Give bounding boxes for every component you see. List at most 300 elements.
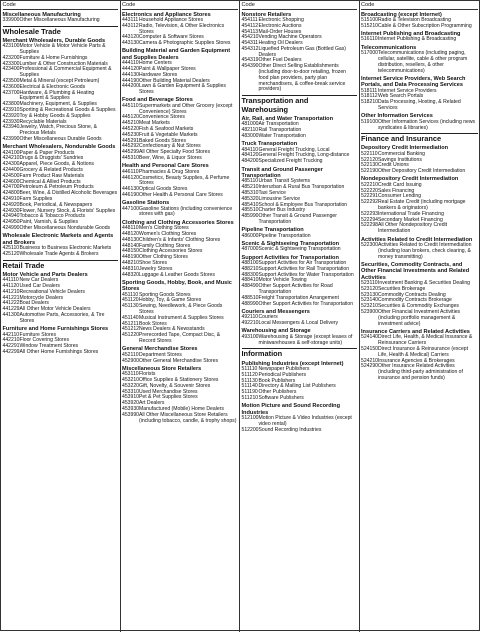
entry-code: 443130 xyxy=(122,40,139,47)
entry-code: 488510 xyxy=(241,294,259,301)
entry-description: School & Employee Bus Transportation xyxy=(258,201,348,208)
entry-code: 453310 xyxy=(122,388,139,395)
entry-code: 423700 xyxy=(2,89,20,96)
entry-description: Children's & Infants' Clothing Stores xyxy=(139,236,221,243)
entry-code: 447100 xyxy=(122,205,139,212)
entry-description: Secondary Market Financing xyxy=(378,216,443,223)
entry-description: Other Miscellaneous Manufacturing xyxy=(19,16,100,23)
entry-description: All Other Motor Vehicle Dealers xyxy=(19,306,91,313)
entry-code: 423400 xyxy=(2,66,20,73)
code-entry xyxy=(242,64,358,93)
entry-code: 518111 xyxy=(361,87,378,94)
entry-code: 424940 xyxy=(2,213,20,220)
entry-code: 484110 xyxy=(241,146,259,153)
entry-code: 512100 xyxy=(241,415,259,422)
entry-code: 451211 xyxy=(122,320,139,327)
entry-code: 444120 xyxy=(122,66,139,72)
subsector-heading: Warehousing and Storage xyxy=(241,328,311,335)
code-entry xyxy=(3,350,119,356)
code-entry xyxy=(361,37,478,43)
entry-code: 423920 xyxy=(2,112,20,119)
entry-code: 425110 xyxy=(2,245,20,252)
column-header: Code xyxy=(3,2,119,10)
entry-description: Motorcycle Dealers xyxy=(19,294,64,301)
entry-code: 444190 xyxy=(122,77,139,84)
entry-description: New Car Dealers xyxy=(19,277,59,284)
entry-description: Freight Transportation Arrangement xyxy=(258,294,339,301)
entry-description: Drugs & Druggists' Sundries xyxy=(19,155,84,162)
entry-code: 453210 xyxy=(122,377,139,384)
entry-code: 445110 xyxy=(122,102,139,109)
entry-code: 481000 xyxy=(241,121,259,128)
entry-code: 524150 xyxy=(361,345,378,352)
entry-description: Sporting & Recreational Goods & Supplies xyxy=(19,106,116,113)
entry-code: 484120 xyxy=(241,152,259,159)
entry-code: 454111 xyxy=(241,16,258,23)
code-entry xyxy=(3,252,119,258)
subsector-heading: Telecommunications xyxy=(361,44,417,51)
entry-description: Machinery, Equipment, & Supplies xyxy=(19,101,97,108)
entry-code: 511210 xyxy=(241,394,259,401)
entry-description: Consumer Lending xyxy=(378,193,422,200)
code-entry xyxy=(242,321,358,327)
entry-description: International Trade Financing xyxy=(378,210,444,217)
subsector-heading: Merchant Wholesalers, Durable Goods xyxy=(2,37,106,44)
entry-description: Activities Related to Credit Intermediation (including loan brokers, check clearing, & money transmitting) xyxy=(378,241,472,260)
entry-description: Other Miscellaneous Durable Goods xyxy=(19,135,102,142)
entry-description: Fish & Seafood Markets xyxy=(139,126,194,133)
entry-code: 452900 xyxy=(122,357,139,364)
entry-code: 453930 xyxy=(122,406,139,412)
entry-description: Flower, Nursery Stock, & Florists' Supplies xyxy=(19,207,116,214)
entry-code: 485410 xyxy=(241,201,259,208)
sector-heading: Information xyxy=(242,348,358,359)
entry-code: 448140 xyxy=(122,242,139,249)
entry-description: Commodity Contracts Dealing xyxy=(378,291,446,298)
code-entry xyxy=(122,41,238,47)
entry-code: 523120 xyxy=(361,285,378,292)
entry-description: Directory & Mailing List Publishers xyxy=(258,383,336,390)
entry-description: All Other Miscellaneous Store Retailers (including tobacco, candle, & trophy shops) xyxy=(139,411,237,424)
entry-code: 442299 xyxy=(2,348,20,355)
entry-code: 442210 xyxy=(2,337,20,344)
entry-description: Rail Transportation xyxy=(258,127,302,134)
entry-description: Taxi Service xyxy=(258,189,286,196)
entry-description: Farm Supplies xyxy=(19,196,53,203)
entry-code: 488100 xyxy=(241,260,259,267)
entry-description: Art Dealers xyxy=(139,400,165,407)
entry-code: 522220 xyxy=(361,187,378,194)
entry-description: Sales Financing xyxy=(378,187,415,194)
code-entry xyxy=(242,302,358,308)
entry-code: 448320 xyxy=(122,271,139,278)
entry-code: 524210 xyxy=(361,357,378,364)
code-entry xyxy=(242,247,358,253)
entry-code: 524140 xyxy=(361,334,378,341)
entry-code: 519100 xyxy=(361,118,378,125)
entry-code: 522110 xyxy=(361,150,378,157)
code-entry xyxy=(242,416,358,428)
entry-description: Furniture & Home Furnishings xyxy=(19,54,88,61)
entry-code: 445291 xyxy=(122,137,139,144)
entry-code: 453910 xyxy=(122,394,139,401)
entry-code: 445220 xyxy=(122,126,139,133)
subsector-heading: Truck Transportation xyxy=(241,141,298,148)
code-entry xyxy=(242,234,358,240)
entry-description: Savings Institutions xyxy=(378,156,422,163)
entry-description: Specialized Freight Trucking xyxy=(258,158,323,165)
entry-description: Baked Goods Stores xyxy=(139,137,187,144)
entry-code: 424700 xyxy=(2,184,20,191)
entry-description: Charter Bus Industry xyxy=(258,207,306,214)
entry-code: 423910 xyxy=(2,106,20,113)
entry-code: 424910 xyxy=(2,196,20,203)
entry-code: 441229 xyxy=(2,306,20,313)
entry-description: Air Transportation xyxy=(258,121,299,128)
entry-code: 424920 xyxy=(2,201,20,208)
entry-code: 488300 xyxy=(241,271,259,278)
entry-description: Pharmacies & Drug Stores xyxy=(139,168,200,175)
code-entry xyxy=(122,207,238,219)
entry-description: Support Activities for Water Transportation xyxy=(258,271,354,278)
entry-code: 423990 xyxy=(2,135,20,142)
entry-description: Apparel, Piece Goods, & Notions xyxy=(19,161,94,168)
subsector-heading: Insurance Carriers and Related Activities xyxy=(361,328,470,335)
entry-description: Clothing Accessories Stores xyxy=(139,248,203,255)
sector-heading: Finance and Insurance xyxy=(361,133,478,144)
entry-description: Book, Periodical, & Newspapers xyxy=(19,201,93,208)
subsector-heading: Pipeline Transportation xyxy=(241,227,304,234)
entry-code: 485210 xyxy=(241,184,259,191)
entry-code: 488490 xyxy=(241,283,259,290)
subsector-heading: Building Material and Garden Equipment and Supplies Dealers xyxy=(122,48,231,61)
column-3 xyxy=(240,1,360,632)
entry-description: Wholesale Trade Agents & Brokers xyxy=(19,250,99,257)
entry-description: Used Merchandise Stores xyxy=(139,388,198,395)
entry-description: Investment Banking & Securities Dealing xyxy=(378,280,471,287)
entry-description: Water Transportation xyxy=(258,132,306,139)
entry-code: 522292 xyxy=(361,199,378,206)
entry-description: Business to Business Electronic Markets xyxy=(19,245,112,252)
entry-code: 448110 xyxy=(122,225,139,232)
entry-code: 485990 xyxy=(241,213,259,220)
entry-code: 485510 xyxy=(241,207,259,214)
entry-code: 443120 xyxy=(122,34,139,41)
entry-description: Hardware, & Plumbing & Heating Equipment & Supplies xyxy=(19,89,95,102)
subsector-heading: Couriers and Messengers xyxy=(241,308,310,315)
entry-code: 423300 xyxy=(2,60,20,67)
entry-description: Computer & Software Stores xyxy=(139,34,204,41)
entry-description: Other Health & Personal Care Stores xyxy=(139,191,223,198)
entry-description: Other Insurance Related Activities (including third-party administration of insurance and pension funds) xyxy=(378,363,463,381)
entry-code: 488210 xyxy=(241,265,259,272)
entry-description: Jewelry Stores xyxy=(139,265,173,272)
code-entry xyxy=(361,347,478,359)
entry-description: Men's Clothing Stores xyxy=(139,225,189,232)
entry-code: 446120 xyxy=(122,174,139,181)
subsector-heading: Motor Vehicle and Parts Dealers xyxy=(2,271,88,278)
entry-code: 488410 xyxy=(241,277,259,284)
subsector-heading: Nondepository Credit Intermediation xyxy=(361,176,459,183)
entry-description: Internet Service Providers xyxy=(378,87,437,94)
subsector-heading: Nonstore Retailers xyxy=(241,11,292,18)
entry-description: Prerecorded Tape, Compact Disc, & Record Stores xyxy=(139,332,221,345)
entry-description: All Other Specialty Food Stores xyxy=(139,149,211,156)
entry-code: 522298 xyxy=(361,222,378,229)
entry-code: 517000 xyxy=(361,50,378,57)
entry-description: Direct Life, Health, & Medical Insurance & Reinsurance Carriers xyxy=(378,334,473,347)
code-entry xyxy=(242,396,358,402)
code-entry xyxy=(122,156,238,162)
entry-description: Lawn & Garden Equipment & Supplies Stores xyxy=(139,83,226,96)
entry-description: Radio & Television Broadcasting xyxy=(378,16,451,23)
entry-code: 523110 xyxy=(361,280,378,287)
entry-description: Petroleum & Petroleum Products xyxy=(19,184,94,191)
entry-code: 511130 xyxy=(241,377,258,384)
entry-description: Beer, Wine, & Liquor Stores xyxy=(139,155,202,162)
subsector-heading: Publishing Industries (except Internet) xyxy=(241,360,344,367)
entry-description: Commodity Contracts Brokerage xyxy=(378,297,452,304)
entry-code: 454113 xyxy=(241,28,259,35)
entry-description: Department Stores xyxy=(139,351,182,358)
entry-description: Paint & Wallpaper Stores xyxy=(139,66,196,72)
entry-code: 518210 xyxy=(361,99,378,106)
entry-code: 441110 xyxy=(2,277,19,284)
entry-description: Other Building Material Dealers xyxy=(139,77,210,84)
sector-heading: Retail Trade xyxy=(3,260,119,271)
entry-code: 451110 xyxy=(122,291,139,298)
code-entry xyxy=(242,335,358,347)
subsector-heading: Air, Rail, and Water Transportation xyxy=(241,115,333,122)
entry-code: 424950 xyxy=(2,219,20,226)
entry-code: 485320 xyxy=(241,195,259,202)
entry-code: 515100 xyxy=(361,16,378,23)
entry-description: Meat Markets xyxy=(139,120,170,127)
subsector-heading: Internet Publishing and Broadcasting xyxy=(361,31,461,37)
entry-description: Warehousing & Storage (except leases of miniwarehouses & self-storage units) xyxy=(258,333,353,346)
entry-description: Hardware Stores xyxy=(139,71,178,78)
code-entry xyxy=(3,226,119,232)
entry-code: 488990 xyxy=(241,300,259,307)
entry-code: 445299 xyxy=(122,149,139,156)
entry-description: Window Treatment Stores xyxy=(19,343,79,350)
entry-code: 522130 xyxy=(361,162,378,169)
entry-code: 444200 xyxy=(122,83,139,90)
entry-code: 522210 xyxy=(361,181,378,188)
entry-description: Other Support Activities for Road Transportation xyxy=(258,283,333,296)
entry-code: 511190 xyxy=(241,389,258,396)
entry-description: Other Clothing Stores xyxy=(139,254,188,261)
entry-description: Other Depository Credit Intermediation xyxy=(378,168,466,175)
entry-code: 424210 xyxy=(2,155,20,162)
entry-code: 448130 xyxy=(122,236,139,243)
entry-description: Periodical Publishers xyxy=(258,371,307,378)
entry-code: 454311 xyxy=(241,40,259,47)
sector-heading: Transportation and Warehousing xyxy=(242,95,358,114)
entry-description: Automotive Parts, Accessories, & Tire Stores xyxy=(19,312,105,324)
entry-code: 482110 xyxy=(241,127,259,134)
entry-code: 454210 xyxy=(241,34,259,41)
code-entry xyxy=(361,51,478,74)
subsector-heading: Sporting Goods, Hobby, Book, and Music Stores xyxy=(122,279,232,293)
entry-description: Liquefied Petroleum Gas (Bottled Gas) Dealers xyxy=(258,45,346,58)
entry-code: 453220 xyxy=(122,382,139,389)
entry-description: Shoe Stores xyxy=(139,259,168,266)
entry-code: 423500 xyxy=(2,77,20,84)
entry-code: 485110 xyxy=(241,178,259,185)
entry-description: Motion Picture & Video Industries (except video rental) xyxy=(258,415,352,427)
code-entry xyxy=(361,364,478,381)
code-entry xyxy=(361,310,478,327)
entry-description: Support Activities for Rail Transportation xyxy=(258,265,350,272)
entry-description: Used Car Dealers xyxy=(19,283,60,290)
entry-description: Electronic Shopping xyxy=(258,16,304,23)
entry-code: 441120 xyxy=(2,283,20,290)
entry-code: 444130 xyxy=(122,71,139,78)
entry-code: 424930 xyxy=(2,207,20,214)
entry-code: 423930 xyxy=(2,118,20,125)
entry-code: 492210 xyxy=(241,320,259,327)
entry-code: 452110 xyxy=(122,351,139,358)
code-entry xyxy=(242,428,358,434)
entry-code: 518112 xyxy=(361,93,378,100)
entry-description: Radio, Television, & Other Electronics Stores xyxy=(139,22,225,35)
entry-code: 523210 xyxy=(361,303,378,310)
entry-code: 424300 xyxy=(2,161,20,168)
entry-description: Book Stores xyxy=(139,320,167,327)
entry-description: Insurance Agencies & Brokerages xyxy=(378,357,455,364)
entry-description: Internet Publishing & Broadcasting xyxy=(378,36,457,43)
entry-description: Grocery & Related Products xyxy=(19,167,83,174)
entry-description: Pipeline Transportation xyxy=(258,232,311,239)
code-entry xyxy=(122,84,238,96)
subsector-heading: General Merchandise Stores xyxy=(122,346,198,353)
entry-description: Book Publishers xyxy=(258,377,296,384)
entry-description: Supermarkets and Other Grocery (except Convenience) Stores xyxy=(139,102,233,115)
entry-code: 445292 xyxy=(122,143,139,150)
entry-code: 453920 xyxy=(122,400,139,407)
entry-code: 441210 xyxy=(2,288,20,295)
entry-code: 522120 xyxy=(361,156,378,163)
entry-code: 443111 xyxy=(122,16,139,23)
entry-description: Other Transit & Ground Passenger Transportation xyxy=(258,213,337,225)
entry-code: 424600 xyxy=(2,178,20,185)
entry-code: 339900 xyxy=(2,16,20,23)
entry-code: 424990 xyxy=(2,225,20,232)
entry-description: Other Support Activities for Transportation xyxy=(258,300,354,307)
entry-description: Real Estate Credit (including mortgage bankers & originators) xyxy=(378,199,466,212)
entry-description: Gift, Novelty, & Souvenir Stores xyxy=(139,382,211,389)
entry-description: Credit Card Issuing xyxy=(378,181,422,188)
code-entry xyxy=(3,18,119,24)
subsector-heading: Broadcasting (except Internet) xyxy=(361,11,442,18)
entry-description: Home Centers xyxy=(139,60,172,67)
code-entry xyxy=(242,214,358,226)
entry-code: 443112 xyxy=(122,22,139,29)
entry-description: Motor Vehicle Towing xyxy=(258,277,307,284)
entry-description: Farm Product Raw Materials xyxy=(19,172,85,179)
entry-description: Other Financial Investment Activities (including portfolio management & investment advice) xyxy=(378,309,461,327)
entry-code: 522190 xyxy=(361,168,378,175)
entry-description: Fruit & Vegetable Markets xyxy=(139,131,198,138)
entry-description: Newspaper Publishers xyxy=(258,365,310,372)
entry-description: Metal & Mineral (except Petroleum) xyxy=(19,77,100,84)
code-entry xyxy=(242,159,358,165)
entry-description: Other Publishers xyxy=(258,389,297,396)
entry-description: Florists xyxy=(139,371,156,378)
entry-description: Beer, Wine, & Distilled Alcoholic Beverages xyxy=(19,190,118,197)
entry-code: 523140 xyxy=(361,297,378,304)
entry-description: Recreational Vehicle Dealers xyxy=(19,288,85,295)
entry-description: All Other Home Furnishings Stores xyxy=(19,348,99,355)
entry-description: Convenience Stores xyxy=(139,114,185,121)
entry-description: Web Search Portals xyxy=(378,93,424,100)
column-4 xyxy=(360,1,480,632)
entry-description: All Other Nondepository Credit Intermediation xyxy=(378,222,448,235)
entry-description: Floor Covering Stores xyxy=(19,337,70,344)
entry-code: 511120 xyxy=(241,371,258,378)
entry-code: 492110 xyxy=(241,314,259,321)
entry-code: 483000 xyxy=(241,132,259,139)
entry-description: Software Publishers xyxy=(258,394,304,401)
entry-code: 516110 xyxy=(361,36,378,43)
subsector-heading: Support Activities for Transportation xyxy=(241,254,339,261)
entry-code: 424500 xyxy=(2,172,20,179)
subsector-heading: Miscellaneous Manufacturing xyxy=(2,11,81,18)
entry-code: 487000 xyxy=(241,246,259,253)
entry-code: 445230 xyxy=(122,131,139,138)
entry-code: 485310 xyxy=(241,189,259,196)
subsector-heading: Health and Personal Care Stores xyxy=(122,163,209,170)
entry-code: 423100 xyxy=(2,43,20,50)
entry-code: 445120 xyxy=(122,114,139,121)
entry-description: Optical Goods Stores xyxy=(139,186,188,193)
entry-description: Office Supplies & Stationery Stores xyxy=(139,377,219,384)
entry-description: Data Processing, Hosting, & Related Services xyxy=(378,99,461,111)
entry-code: 451140 xyxy=(122,314,139,321)
entry-code: 451220 xyxy=(122,332,139,339)
subsector-heading: Food and Beverage Stores xyxy=(122,97,193,104)
entry-code: 522291 xyxy=(361,193,378,200)
entry-code: 445310 xyxy=(122,155,139,162)
subsector-heading: Wholesale Electronic Markets and Agents and Brokers xyxy=(2,233,114,246)
entry-code: 454390 xyxy=(241,63,259,70)
entry-description: Musical Instrument & Supplies Stores xyxy=(139,314,224,321)
entry-code: 446130 xyxy=(122,186,139,193)
entry-description: Professional & Commercial Equipment & Supplies xyxy=(19,66,112,79)
entry-code: 454112 xyxy=(241,22,259,29)
entry-description: Pet & Pet Supplies Stores xyxy=(139,394,198,401)
subsector-heading: Miscellaneous Store Retailers xyxy=(122,365,202,372)
entry-code: 454312 xyxy=(241,45,259,52)
entry-description: Interurban & Rural Bus Transportation xyxy=(258,184,345,191)
entry-code: 442110 xyxy=(2,331,20,338)
code-entry xyxy=(3,313,119,325)
subsector-heading: Gasoline Stations xyxy=(122,200,170,207)
entry-code: 522294 xyxy=(361,216,378,223)
entry-code: 423600 xyxy=(2,83,20,90)
column-2 xyxy=(121,1,241,632)
entry-description: Paper & Paper Products xyxy=(19,149,75,156)
entry-description: Sewing, Needlework, & Piece Goods Stores xyxy=(139,303,223,316)
entry-code: 512200 xyxy=(241,426,259,433)
entry-code: 446110 xyxy=(122,168,139,175)
column-header: Code xyxy=(122,2,238,10)
entry-code: 448150 xyxy=(122,248,139,255)
subsector-heading: Furniture and Home Furnishings Stores xyxy=(2,326,109,333)
entry-code: 522300 xyxy=(361,241,378,248)
subsector-heading: Clothing and Clothing Accessories Stores xyxy=(122,219,234,226)
